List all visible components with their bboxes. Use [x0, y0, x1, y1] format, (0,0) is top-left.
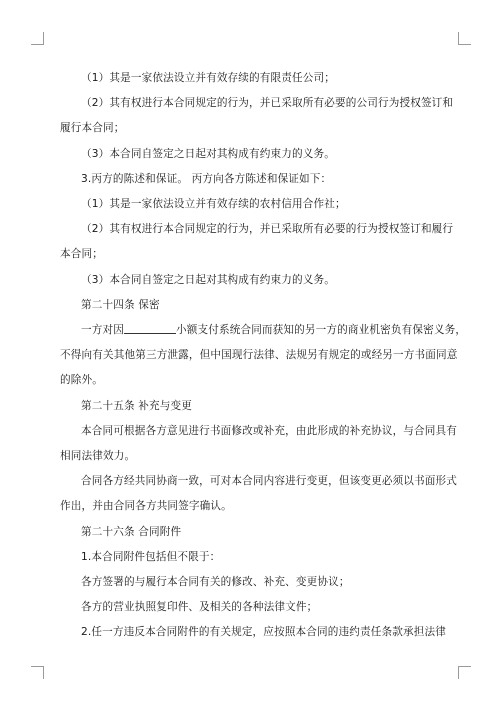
crop-mark-bottom-right [458, 666, 471, 679]
document-body [60, 66, 467, 646]
crop-mark-bottom-left [31, 666, 44, 679]
clause-line: 各方的营业执照复印件、及相关的各种法律文件； [81, 601, 318, 614]
clause-line: （2）其有权进行本合同规定的行为，并已采取所有必要的公司行为授权签订和 [81, 97, 454, 110]
clause-line: （1）其是一家依法设立并有效存续的农村信用合作社； [81, 198, 346, 211]
crop-mark-top-left [31, 32, 44, 45]
article-heading: 第二十五条 补充与变更 [81, 399, 192, 412]
section-heading: 3.丙方的陈述和保证。 丙方向各方陈述和保证如下： [81, 172, 332, 185]
crop-mark-top-right [458, 32, 471, 45]
fill-in-blank [124, 322, 176, 334]
clause-line: 本合同； [60, 248, 103, 261]
clause-line: 各方签署的与履行本合同有关的修改、补充、变更协议； [81, 576, 350, 589]
article-heading: 第二十六条 合同附件 [81, 525, 182, 538]
clause-line: 合同各方经共同协商一致，可对本合同内容进行变更，但该变更必须以书面形式 [81, 475, 458, 488]
clause-line: 作出，并由合同各方共同签字确认。 [60, 500, 232, 513]
confidentiality-line [60, 318, 467, 343]
clause-line: 1.本合同附件包括但不限于： [81, 550, 221, 563]
clause-line: 相同法律效力。 [60, 450, 136, 463]
clause-line: 不得向有关其他第三方泄露，但中国现行法律、法规另有规定的或经另一方书面同意 [60, 349, 458, 362]
clause-line: （2）其有权进行本合同规定的行为，并已采取所有必要的行为授权签订和履行 [81, 223, 454, 236]
clause-line: 本合同可根据各方意见进行书面修改或补充，由此形成的补充协议，与合同具有 [81, 424, 458, 437]
clause-line: （3）本合同自签定之日起对其构成有约束力的义务。 [81, 147, 335, 160]
confidentiality-text-before: 一方对因 [81, 324, 124, 337]
confidentiality-text-after: 小额支付系统合同而获知的另一方的商业机密负有保密义务， [175, 324, 467, 337]
clause-line: 履行本合同； [60, 122, 125, 135]
clause-line: 2.任一方违反本合同附件的有关规定，应按照本合同的违约责任条款承担法律 [81, 626, 446, 639]
clause-line: 的除外。 [60, 374, 103, 387]
clause-line: （1）其是一家依法设立并有效存续的有限责任公司； [81, 72, 335, 84]
clause-line: （3）本合同自签定之日起对其构成有约束力的义务。 [81, 273, 335, 286]
article-heading: 第二十四条 保密 [81, 298, 160, 311]
